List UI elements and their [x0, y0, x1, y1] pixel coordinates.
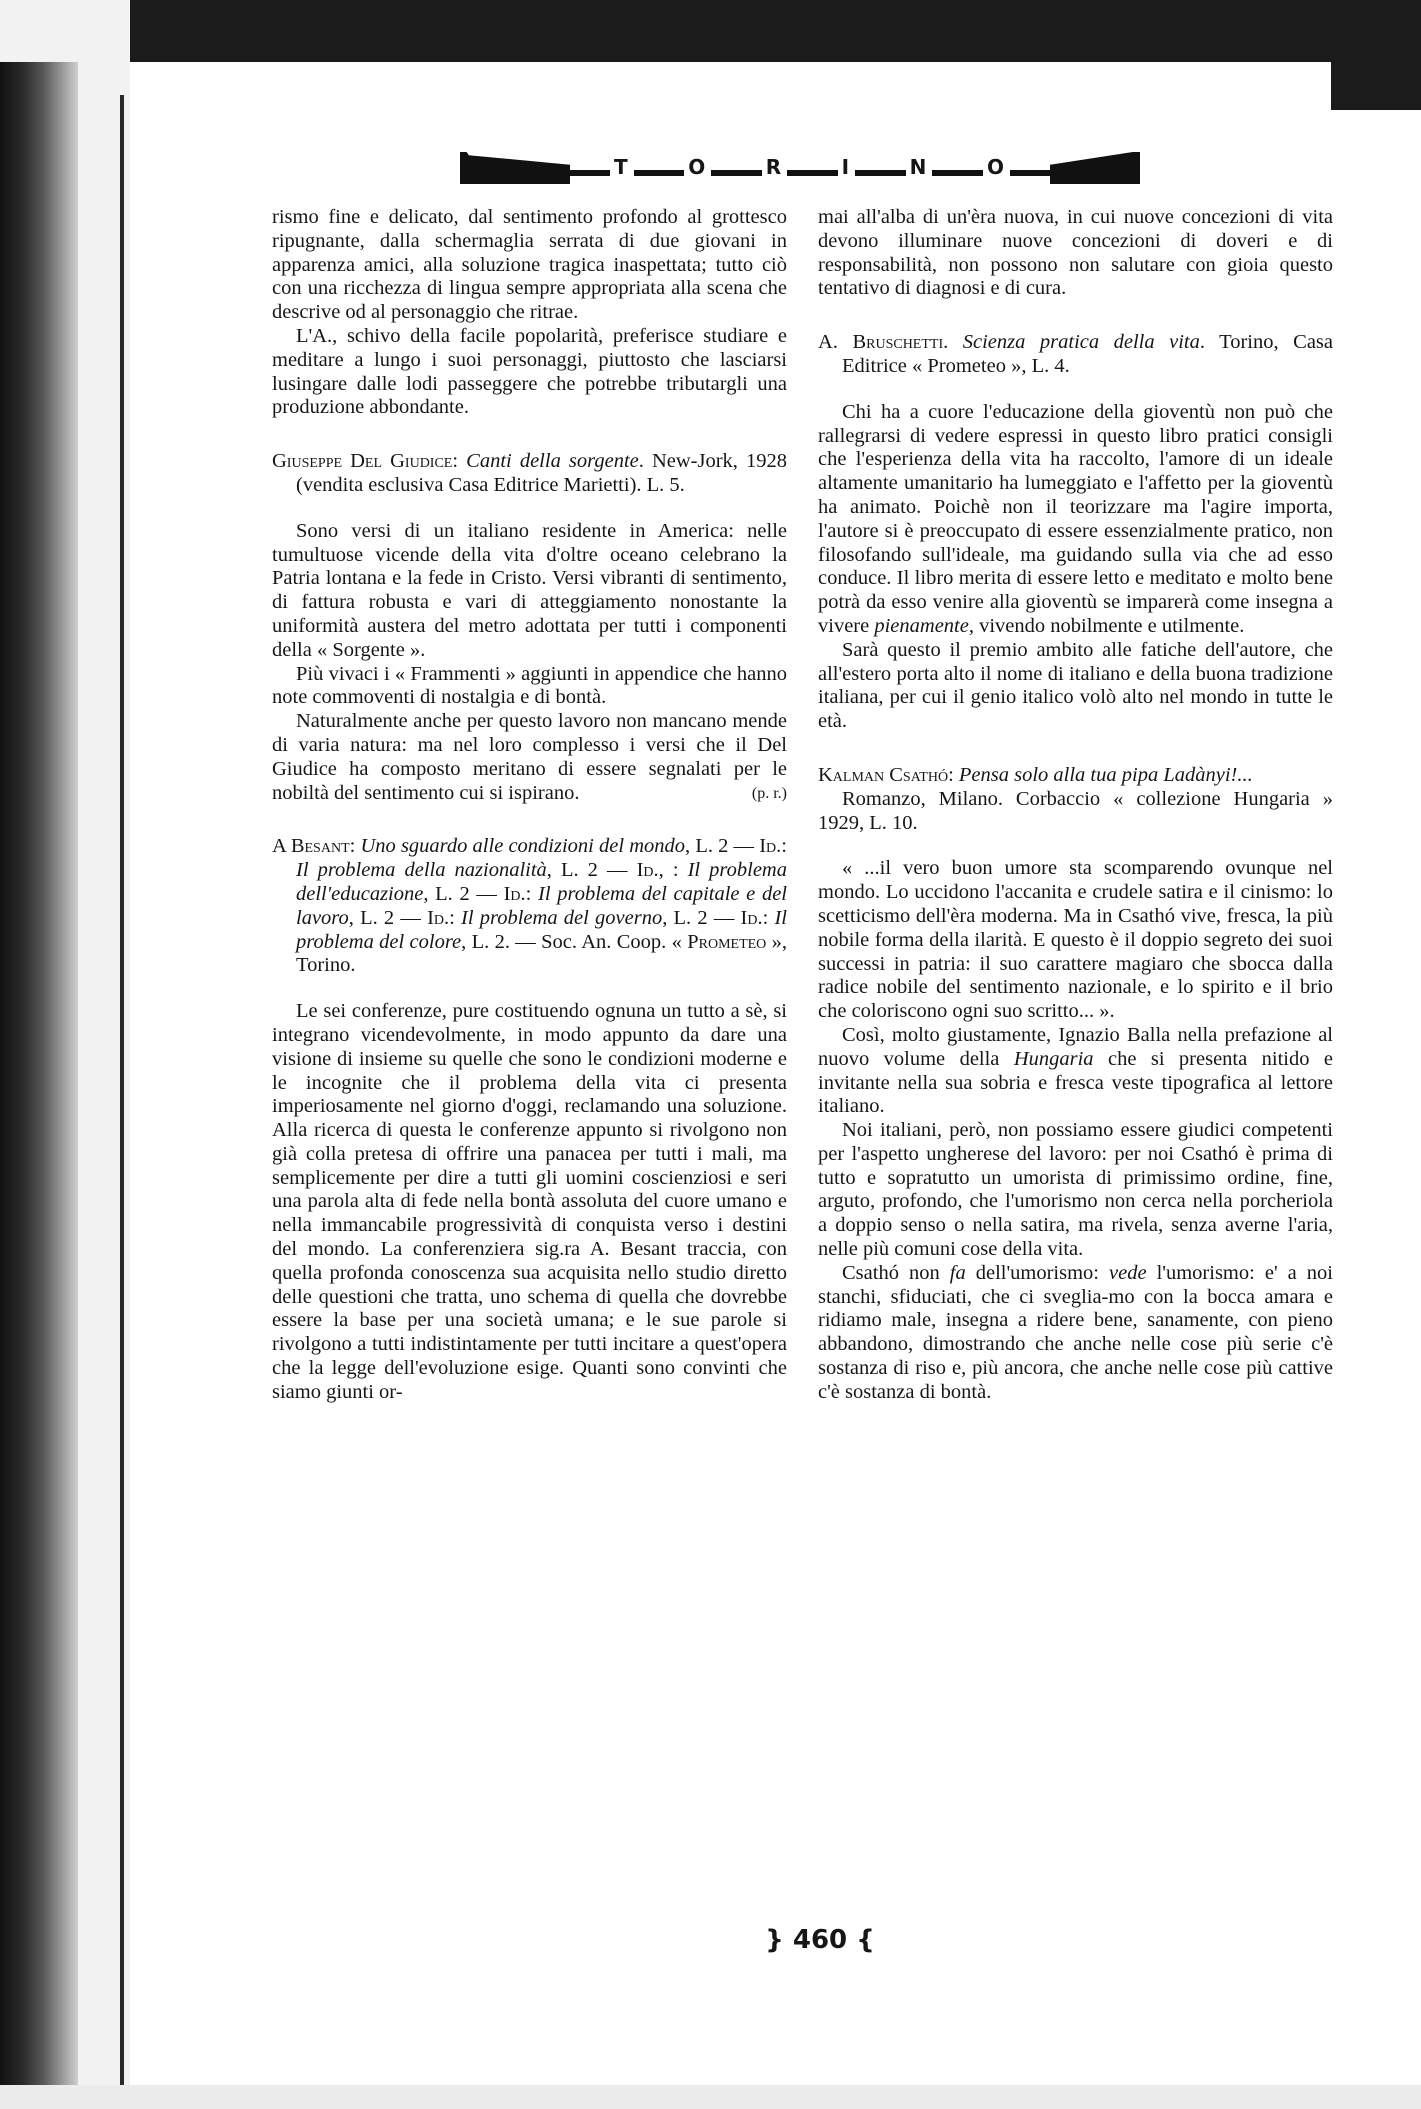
page-number-bracket-right: {	[856, 1925, 875, 1955]
header-ornament-left	[460, 152, 570, 184]
review-book-title: Il problema dell'educazione	[296, 859, 787, 905]
review-book-details: Romanzo, Milano. Corbaccio « collezione Hungaria » 1929, L. 10.	[818, 787, 1333, 834]
review-author: Kalman Csathó	[818, 763, 949, 786]
review-book-title: Il problema del colore	[296, 906, 788, 953]
review-paragraph: Sarà questo il premio ambito alle fatiche dell'autore, che all'estero porta alto il nome di italiano e della buona tradizione italiana, per cui il genio italico volò alto nel mondo in tutte le età.	[818, 638, 1333, 733]
review-book-title: Uno sguardo alle condizioni del mondo	[360, 835, 686, 858]
review-paragraph: Più vivaci i « Frammenti » aggiunti in appendice che hanno note commoventi di nostalgia e di bontà.	[272, 662, 787, 709]
review-author: A. Bruschetti	[818, 331, 944, 354]
review-heading-csatho	[818, 764, 1333, 788]
scan-book-spine-shadow	[0, 62, 78, 2109]
review-paragraph: Sono versi di un italiano residente in America: nelle tumultuose vicende della vita d'oltre oceano celebrano la Patria lontana e la fede in Cristo. Versi vibranti di sentimento, di fattura robusta e vari di atteggiamento nonostante la uniformità austera del metro adottata per tutti i componenti della « Sorgente ».	[272, 519, 787, 661]
review-paragraph-text: l'umorismo: e' a noi stanchi, sfiduciati, che ci sveglia-mo con la bocca amara e ridiamo male, insegna a ridere bene, sanamente, con pieno abbandono, dimostrando che anche nelle cose più serie c'è sostanza di riso e, più ancora, che anche nelle cose più cattive c'è sostanza di bontà.	[818, 1261, 1333, 1403]
review-book-details: , L. 2 —	[685, 835, 760, 858]
review-paragraph-text: Naturalmente anche per questo lavoro non mancano mende di varia natura: ma nel loro complesso i versi che il Del Giudice ha composto meritano di essere segnalati per le nobiltà del sentimento cui si ispirano.	[272, 710, 787, 804]
review-paragraph-text: che si presenta nitido e invitante nella sua sobria e fresca veste tipografica al lettore italiano.	[818, 1047, 1333, 1118]
scan-fold-line	[120, 95, 124, 2109]
review-heading-separator: :	[349, 835, 361, 858]
right-column	[818, 206, 1333, 1405]
review-paragraph	[818, 1024, 1333, 1119]
ibidem-mark: Id.	[427, 906, 450, 929]
review-paragraph	[818, 1262, 1333, 1405]
review-heading-separator: , :	[658, 859, 688, 882]
review-book-title: Scienza pratica della vita	[962, 331, 1200, 354]
review-book-title: Il problema del governo	[461, 906, 663, 929]
review-paragraph	[272, 710, 787, 805]
review-book-details: , L. 2 —	[348, 906, 428, 929]
running-header	[460, 150, 1140, 184]
review-book-details: », Torino.	[296, 930, 788, 977]
header-letter: O	[684, 154, 711, 180]
header-letter: T	[610, 154, 634, 180]
review-paragraph-text: Così, molto giustamente, Ignazio Balla nella prefazione al nuovo volume della	[818, 1023, 1333, 1070]
emphasis-text: Hungaria	[1013, 1047, 1094, 1070]
header-letter: I	[838, 154, 855, 180]
emphasis-text: fa	[949, 1261, 966, 1284]
ibidem-mark: Id.	[636, 859, 659, 882]
review-paragraph: L'A., schivo della facile popolarità, preferisce studiare e meditare a lungo i suoi personaggi, piuttosto che lasciarsi lusingare dalle lodi passeggere che potrebbe tributargli una produzione abbondante.	[272, 324, 787, 419]
header-letter: N	[906, 154, 933, 180]
header-letter: R	[762, 154, 787, 180]
review-book-details: , L. 2. — Soc. An. Coop. «	[461, 930, 688, 953]
scan-border-top-right	[1331, 0, 1421, 110]
review-paragraph-text: , vivendo nobilmente e utilmente.	[968, 614, 1245, 637]
scan-border-top	[0, 0, 1421, 62]
review-book-title: Pensa solo alla tua pipa Ladànyi!...	[958, 763, 1253, 786]
review-heading-separator: .	[943, 331, 963, 354]
review-paragraph-text: Csathó non	[842, 1261, 950, 1284]
review-heading-besant	[272, 835, 787, 978]
publisher-name: Prometeo	[687, 930, 767, 953]
review-paragraph: Le sei conferenze, pure costituendo ognuna un tutto a sè, si integrano vicendevolmente, in modo appunto da dare una visione di insieme su quelle che sono le condizioni moderne e le incognite che il problema della vita ci presenta imperiosamente nel giorno d'oggi, reclamando una soluzione. Alla ricerca di questa le conferenze appunto si rivolgono non già colla pretesa di offrire una panacea per tutti i mali, ma semplicemente per dire a tutti gli uomini coscienziosi e seri una parola alta di fede nella bontà assoluta del cuore umano e nella immancabile progressività di conquista verso i destini del mondo. La conferenziera sig.ra A. Besant traccia, con quella profonda conoscenza sua acquisita nello studio diretto delle questioni che tratta, uno schema di quella che dovrebbe essere la base per una società umana; e le sue parole si rivolgono a tutti indistintamente per tutti incitare a quest'opera che la legge dell'evoluzione esige. Quanti sono convinti che siamo giunti or-	[272, 1000, 787, 1403]
review-book-title: Il problema della nazionalità	[296, 859, 547, 882]
review-book-details: , L. 2 —	[662, 906, 741, 929]
review-book-details: , L. 2 —	[546, 859, 637, 882]
review-book-details: , L. 2 —	[423, 882, 504, 905]
review-heading-del-giudice	[272, 450, 787, 498]
page-number-value: 460	[792, 1925, 848, 1955]
scan-border-bottom	[0, 2085, 1421, 2109]
left-column	[272, 206, 787, 1405]
review-paragraph-text: Chi ha a cuore l'educazione della gioventù non può che rallegrarsi di vedere espressi in questo libro pratici consigli che l'esperienza della vita ha raccolto, l'amore di un ideale altamente umanitario ha lumeggiato e l'affetto per la gioventù ha animato. Poichè non il teorizzare ma l'agire importa, l'autore si è preoccupato di essere essenzialmente pratico, non filosofando sull'ideale, ma guidando sulla via che ad esso conduce. Il libro merita di essere letto e meditato e molto bene potrà da esso venire alla gioventù se imparerà come insegna a vivere	[818, 400, 1333, 637]
review-book-details: . Torino, Casa Editrice « Prometeo », L. 4.	[842, 331, 1333, 377]
header-ornament-right	[1050, 152, 1140, 184]
review-heading-bruschetti	[818, 331, 1333, 379]
review-book-details: . New-Jork, 1928 (vendita esclusiva Casa Editrice Marietti). L. 5.	[296, 450, 788, 496]
review-heading-separator: :	[452, 450, 467, 473]
review-heading-separator: :	[948, 763, 959, 786]
page-number-bracket-left: }	[765, 1925, 784, 1955]
review-heading-separator: :	[762, 906, 775, 929]
review-heading-separator: :	[449, 906, 462, 929]
review-book-title: Canti della sorgente	[466, 450, 639, 473]
review-author: A Besant	[272, 835, 350, 858]
review-paragraph-text: dell'umorismo:	[965, 1261, 1110, 1284]
review-quotation: « ...il vero buon umore sta scomparendo ovunque nel mondo. Lo uccidono l'accanita e crudele satira e il cinismo: lo scetticismo dell'èra moderna. Ma in Csathó vive, fresca, la più nobile forma della ilarità. E questo è il doppio segreto dei suoi successi in patria: il suo carattere magiaro che sbocca dalla radice nobile del sentimento nazionale, e lo spirito e il brio che coloriscono ogni suo scritto... ».	[818, 857, 1333, 1023]
ibidem-mark: Id.	[740, 906, 763, 929]
review-paragraph	[818, 401, 1333, 639]
review-author: Giuseppe Del Giudice	[272, 450, 453, 473]
review-book-title: Il problema del capitale e del lavoro	[296, 882, 787, 929]
emphasis-text: pienamente	[874, 614, 969, 637]
review-heading-separator: :	[525, 882, 539, 905]
header-letter: O	[983, 154, 1010, 180]
running-header-title	[570, 154, 1050, 180]
emphasis-text: vede	[1109, 1261, 1147, 1284]
review-paragraph: rismo fine e delicato, dal sentimento profondo al grottesco ripugnante, dalla schermaglia serrata di due giovani in apparenza amici, alla soluzione tragica inaspettata; tutto ciò con una ricchezza di lingua sempre appropriata alla scena che descrive od al personaggio che ritrae.	[272, 206, 787, 324]
reviewer-signature: (p. r.)	[751, 784, 787, 802]
review-paragraph: Noi italiani, però, non possiamo essere giudici competenti per l'aspetto ungherese del lavoro: per noi Csathó è prima di tutto e sopratutto un umorista di primissimo ordine, fine, arguto, profondo, che l'umorismo non cerca nella porcheriola a doppio senso o nella satira, ma rivela, senza averne l'aria, nelle più comuni cose della vita.	[818, 1119, 1333, 1261]
ibidem-mark: Id.	[759, 835, 782, 858]
ibidem-mark: Id.	[503, 882, 526, 905]
review-heading-separator: :	[781, 835, 787, 858]
review-paragraph: mai all'alba di un'èra nuova, in cui nuove concezioni di vita devono illuminare nuove concezioni di doveri e di responsabilità, non possono non salutare con gioia questo tentativo di diagnosi e di cura.	[818, 206, 1333, 300]
page-number	[750, 1925, 890, 1955]
